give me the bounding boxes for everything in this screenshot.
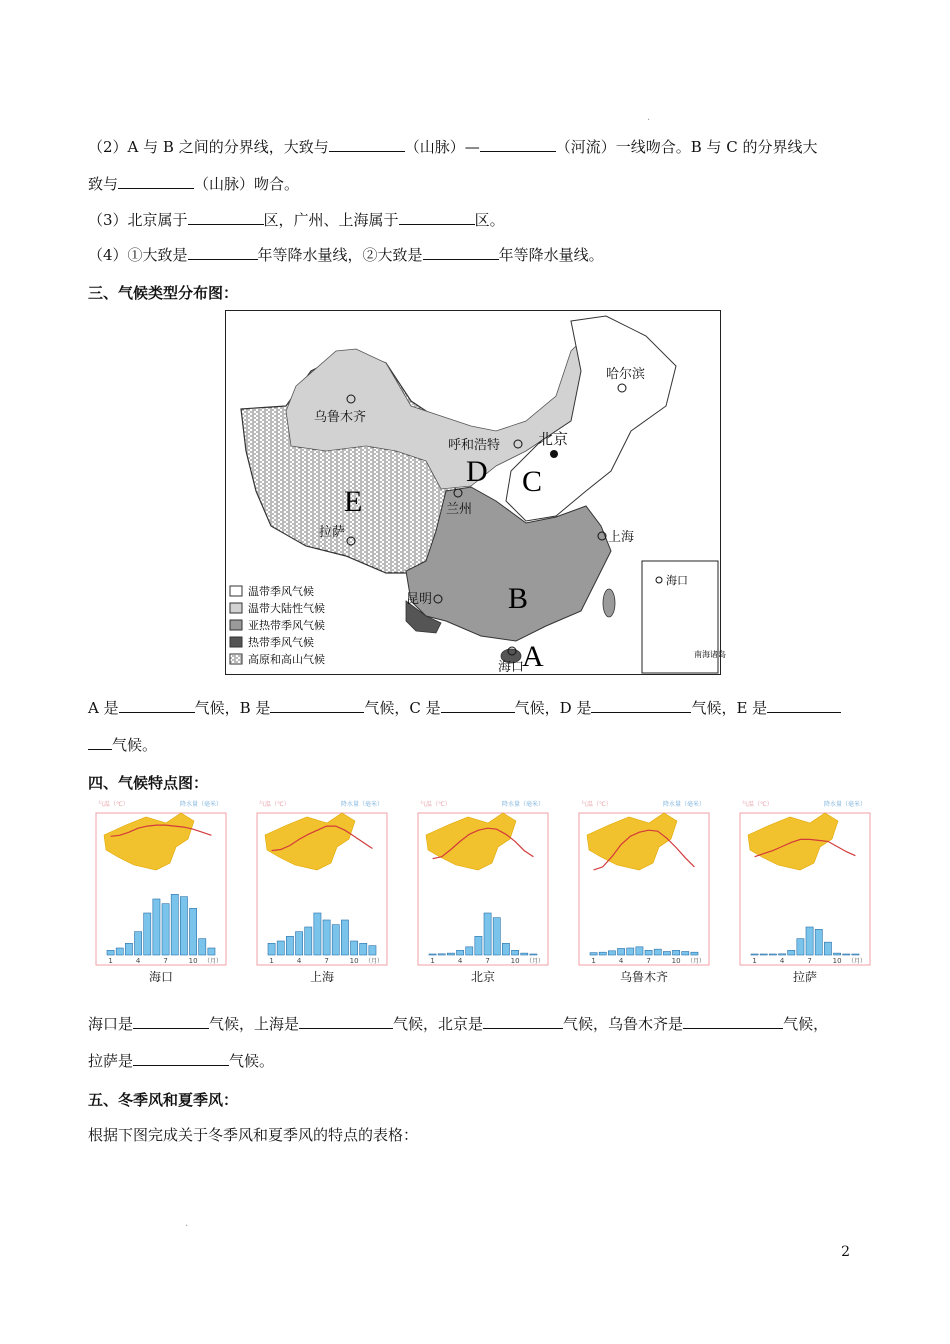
- region-label-d: D: [466, 455, 488, 488]
- month-unit-label: （月）: [525, 958, 544, 965]
- answer-blank[interactable]: [683, 1014, 783, 1029]
- city-hohhot: 呼和浩特: [448, 438, 501, 453]
- legend-label: 温带季风气候: [248, 585, 314, 598]
- city-marker: [550, 450, 558, 458]
- section-4-heading: 四、气候特点图：: [88, 774, 209, 792]
- month-tick: 7: [807, 957, 812, 965]
- precip-bar: [779, 954, 786, 955]
- precip-bar: [663, 952, 670, 956]
- answer-blank[interactable]: [423, 245, 499, 260]
- precip-bar: [447, 953, 454, 955]
- answer-blank[interactable]: [133, 1051, 229, 1066]
- precip-bar: [341, 920, 348, 955]
- precip-bar: [760, 954, 767, 955]
- precip-bar: [627, 948, 634, 955]
- precip-bar: [673, 950, 680, 955]
- climate-charts: [88, 795, 866, 990]
- month-tick: 4: [779, 957, 785, 965]
- page-number: 2: [841, 1244, 850, 1260]
- precip-bar: [199, 939, 206, 955]
- chart-city-label: 乌鲁木齐: [619, 970, 669, 984]
- precip-bar: [636, 947, 643, 955]
- precip-bar: [852, 954, 859, 955]
- section-5-heading: 五、冬季风和夏季风：: [88, 1091, 239, 1109]
- precip-bar: [153, 899, 160, 955]
- precip-bar: [107, 950, 114, 955]
- answer-blank[interactable]: [188, 210, 264, 225]
- precip-bar: [484, 913, 491, 955]
- inset-city-haikou: 海口: [666, 574, 688, 587]
- answer-blank[interactable]: [133, 1014, 209, 1029]
- city-urumqi: 乌鲁木齐: [314, 410, 367, 425]
- precip-bar: [530, 954, 537, 955]
- precip-bar: [305, 927, 312, 955]
- legend-label: 高原和高山气候: [248, 653, 325, 666]
- precip-bar: [332, 925, 339, 955]
- region-label-b: B: [508, 582, 529, 615]
- region-label-c: C: [522, 465, 543, 498]
- answer-blank[interactable]: [88, 735, 112, 750]
- precip-bar: [135, 932, 142, 955]
- city-haikou: 海口: [498, 660, 525, 675]
- answer-blank[interactable]: [119, 698, 195, 713]
- section-3-answer-line-2: 气候。: [88, 734, 157, 755]
- month-unit-label: （月）: [847, 958, 866, 965]
- city-shanghai: 上海: [608, 530, 635, 545]
- question-3: （3）北京属于 区，广州、上海属于 区。: [88, 211, 505, 229]
- precip-bar: [314, 913, 321, 955]
- precip-bar: [843, 954, 850, 955]
- precip-bar: [323, 920, 330, 955]
- month-tick: 4: [457, 957, 463, 965]
- precip-bar: [286, 936, 293, 955]
- precip-axis-label: 降水量（毫米）: [823, 801, 866, 808]
- answer-blank[interactable]: [329, 137, 405, 152]
- precip-bar: [654, 949, 661, 955]
- legend-label: 热带季风气候: [248, 636, 314, 649]
- legend-swatch-tropical-monsoon: [230, 637, 242, 647]
- month-tick: 10: [671, 957, 681, 965]
- climate-charts-svg: [88, 795, 866, 990]
- precip-bar: [608, 951, 615, 955]
- month-tick: 10: [188, 957, 198, 965]
- precip-bar: [521, 953, 528, 955]
- region-label-e: E: [344, 485, 363, 518]
- precip-bar: [208, 948, 215, 955]
- precip-bar: [429, 954, 436, 955]
- climate-chart: [740, 800, 870, 984]
- legend-swatch-temperate-monsoon: [230, 586, 242, 596]
- question-4: （4）①大致是 年等降水量线，②大致是 年等降水量线。: [88, 246, 604, 264]
- precip-bar: [475, 936, 482, 955]
- month-tick: 1: [108, 957, 113, 965]
- precip-bar: [769, 954, 776, 955]
- question-2-line-1: （2）A 与 B 之间的分界线，大致与 （山脉）— （河流）一线吻合。B 与 C 的分界线大: [88, 138, 818, 156]
- precip-axis-label: 降水量（毫米）: [179, 801, 222, 808]
- answer-blank[interactable]: [399, 210, 475, 225]
- section-5-text: 根据下图完成关于冬季风和夏季风的特点的表格：: [88, 1126, 419, 1144]
- answer-blank[interactable]: [118, 174, 194, 189]
- precip-axis-label: 降水量（毫米）: [662, 801, 705, 808]
- chart-city-label: 北京: [470, 970, 496, 984]
- section-4-answer-line-1: 海口是 气候，上海是 气候，北京是 气候，乌鲁木齐是 气候，: [88, 1015, 829, 1033]
- city-lanzhou: 兰州: [446, 502, 473, 517]
- precip-bar: [691, 952, 698, 955]
- precip-axis-label: 降水量（毫米）: [501, 801, 544, 808]
- month-tick: 4: [618, 957, 624, 965]
- precip-bar: [125, 943, 132, 955]
- chart-city-label: 上海: [309, 970, 335, 984]
- precip-bar: [162, 904, 169, 955]
- temp-axis-label: 气温（℃）: [420, 801, 451, 808]
- answer-blank[interactable]: [483, 1014, 563, 1029]
- precip-bar: [277, 941, 284, 955]
- precip-bar: [438, 954, 445, 955]
- precip-bar: [502, 943, 509, 955]
- legend-swatch-temperate-continental: [230, 603, 242, 613]
- precip-bar: [351, 941, 358, 955]
- legend-swatch-plateau: [230, 654, 242, 664]
- dot-mark: .: [185, 1218, 189, 1229]
- answer-blank[interactable]: [270, 698, 364, 713]
- city-harbin: 哈尔滨: [606, 367, 646, 382]
- precip-bar: [797, 939, 804, 955]
- answer-blank[interactable]: [188, 245, 258, 260]
- dot-mark: .: [647, 112, 651, 123]
- precip-bar: [824, 942, 831, 955]
- precip-bar: [751, 954, 758, 955]
- month-unit-label: （月）: [203, 958, 222, 965]
- temp-axis-label: 气温（℃）: [259, 801, 290, 808]
- precip-bar: [788, 950, 795, 955]
- section-4-answer-line-2: 拉萨是 气候。: [88, 1052, 275, 1070]
- climate-chart: [579, 800, 709, 984]
- precip-bar: [493, 918, 500, 955]
- precip-bar: [834, 953, 841, 955]
- answer-blank[interactable]: [299, 1014, 393, 1029]
- precip-bar: [296, 932, 303, 955]
- answer-blank[interactable]: [441, 698, 515, 713]
- month-tick: 10: [510, 957, 520, 965]
- month-tick: 7: [646, 957, 651, 965]
- month-tick: 10: [349, 957, 359, 965]
- month-tick: 1: [430, 957, 435, 965]
- taiwan-island: [603, 589, 615, 617]
- precip-bar: [457, 950, 464, 955]
- city-beijing: 北京: [538, 430, 569, 448]
- region-label-a: A: [522, 640, 544, 673]
- precip-bar: [466, 947, 473, 955]
- climate-map: [225, 310, 726, 675]
- answer-blank[interactable]: [767, 698, 841, 713]
- precip-bar: [144, 913, 151, 955]
- legend-label: 亚热带季风气候: [248, 619, 325, 632]
- precip-bar: [682, 952, 689, 956]
- precip-bar: [590, 953, 597, 955]
- legend-swatch-subtropical-monsoon: [230, 620, 242, 630]
- month-tick: 4: [135, 957, 141, 965]
- chart-city-label: 拉萨: [792, 970, 818, 984]
- month-tick: 7: [485, 957, 490, 965]
- answer-blank[interactable]: [480, 137, 556, 152]
- month-tick: 1: [591, 957, 596, 965]
- precip-bar: [806, 927, 813, 955]
- precip-bar: [512, 950, 519, 955]
- precip-bar: [116, 948, 123, 955]
- climate-chart: [96, 800, 226, 984]
- south-sea-label: 南海诸岛: [694, 650, 726, 659]
- section-3-heading: 三、气候类型分布图：: [88, 284, 239, 302]
- month-unit-label: （月）: [364, 958, 383, 965]
- precip-bar: [180, 897, 187, 955]
- precip-bar: [618, 948, 625, 955]
- month-tick: 1: [752, 957, 757, 965]
- temp-axis-label: 气温（℃）: [742, 801, 773, 808]
- precip-bar: [645, 950, 652, 955]
- month-tick: 7: [324, 957, 329, 965]
- precip-bar: [171, 894, 178, 955]
- month-tick: 10: [832, 957, 842, 965]
- precip-axis-label: 降水量（毫米）: [340, 801, 383, 808]
- legend-label: 温带大陆性气候: [248, 602, 325, 615]
- answer-blank[interactable]: [591, 698, 691, 713]
- precip-bar: [815, 929, 822, 955]
- section-3-answer-line-1: A 是 气候，B 是 气候，C 是 气候，D 是 气候，E 是: [88, 697, 841, 718]
- question-2-line-2: 致与 （山脉）吻合。: [88, 175, 300, 193]
- month-tick: 7: [163, 957, 168, 965]
- month-tick: 1: [269, 957, 274, 965]
- month-tick: 4: [296, 957, 302, 965]
- climate-chart: [257, 800, 387, 984]
- climate-map-svg: [226, 311, 726, 675]
- precip-bar: [190, 908, 197, 955]
- precip-bar: [599, 952, 606, 955]
- climate-chart: [418, 800, 548, 984]
- temp-axis-label: 气温（℃）: [98, 801, 129, 808]
- city-lhasa: 拉萨: [319, 525, 346, 540]
- temp-axis-label: 气温（℃）: [581, 801, 612, 808]
- precip-bar: [360, 943, 367, 955]
- chart-city-label: 海口: [148, 970, 174, 984]
- precip-bar: [268, 943, 275, 955]
- precip-bar: [369, 946, 376, 955]
- month-unit-label: （月）: [686, 958, 705, 965]
- city-kunming: 昆明: [406, 592, 433, 607]
